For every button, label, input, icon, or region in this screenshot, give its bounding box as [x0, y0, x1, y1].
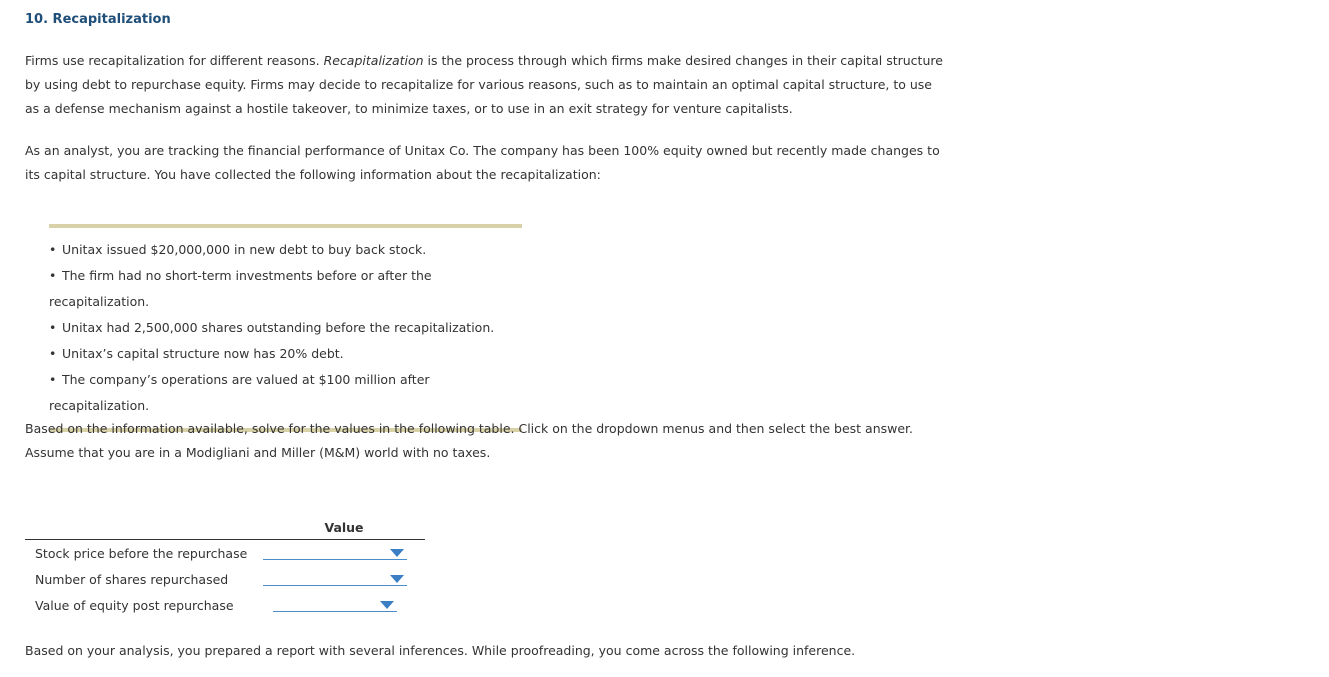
info-item — [49, 315, 522, 341]
info-item — [49, 367, 522, 419]
caret-down-icon — [390, 549, 404, 557]
intro-text-part1: Firms use recapitalization for different reasons. — [25, 53, 324, 68]
row-cell-stock-price — [263, 540, 425, 567]
info-item — [49, 263, 522, 315]
bullet-icon: • — [49, 320, 57, 335]
bullet-icon: • — [49, 268, 57, 283]
row-label-equity-value: Value of equity post repurchase — [35, 597, 234, 613]
question-container — [25, 12, 945, 658]
table-header-blank — [25, 518, 263, 540]
scenario-paragraph: As an analyst, you are tracking the financial performance of Unitax Co. The company has been 100% equity owned but recently made changes to its capital structure. You have collected the following information about the recapitalization: — [25, 143, 940, 182]
instructions-paragraph: Based on the information available, solve for the values in the following table. Click on the dropdown menus and then select the best answer. Assume that you are in a Modigliani and Miller (M&M) world with no taxes. — [25, 421, 914, 460]
info-item — [49, 341, 522, 367]
equity-value-dropdown[interactable] — [273, 595, 397, 612]
row-label-shares-repurchased: Number of shares repurchased — [35, 571, 229, 587]
stock-price-dropdown[interactable] — [263, 543, 407, 560]
shares-repurchased-dropdown[interactable] — [263, 569, 407, 586]
table-row — [25, 566, 425, 592]
caret-down-icon — [380, 601, 394, 609]
bullet-icon: • — [49, 242, 57, 257]
info-item-text: Unitax had 2,500,000 shares outstanding before the recapitalization. — [62, 320, 495, 335]
table-row — [25, 592, 425, 618]
intro-term: Recapitalization — [323, 53, 424, 68]
info-item-text: The company’s operations are valued at $100 million after recapitalization. — [49, 372, 430, 413]
followup-paragraph: Based on your analysis, you prepared a report with several inferences. While proofreading, you come across the following inference. — [25, 643, 856, 658]
intro-paragraph — [25, 49, 945, 121]
info-item-text: Unitax’s capital structure now has 20% debt. — [62, 346, 344, 361]
info-item — [49, 237, 522, 263]
intro-text-part2: is the process through which firms make desired changes in their capital structure by using debt to repurchase equity. Firms may decide to recapitalize for various reasons, such as to maintain an optimal capital structure, to use as a defense mechanism against a hostile takeover, to minimize taxes, or to use in an exit strategy for venture capitalists. — [25, 53, 943, 116]
bullet-icon: • — [49, 372, 57, 387]
table-header-value: Value — [263, 518, 425, 540]
info-item-text: Unitax issued $20,000,000 in new debt to buy back stock. — [62, 242, 427, 257]
caret-down-icon — [390, 575, 404, 583]
value-table — [25, 518, 425, 618]
bullet-icon: • — [49, 346, 57, 361]
info-item-text: The firm had no short-term investments before or after the recapitalization. — [49, 268, 432, 309]
info-list — [49, 237, 522, 419]
row-cell-shares-repurchased — [263, 566, 425, 592]
row-cell-equity-value — [263, 592, 425, 618]
table-row — [25, 540, 425, 567]
info-box — [49, 224, 522, 432]
table-header-row — [25, 518, 425, 540]
row-label-stock-price: Stock price before the repurchase — [35, 545, 248, 561]
question-title: 10. Recapitalization — [25, 12, 171, 27]
